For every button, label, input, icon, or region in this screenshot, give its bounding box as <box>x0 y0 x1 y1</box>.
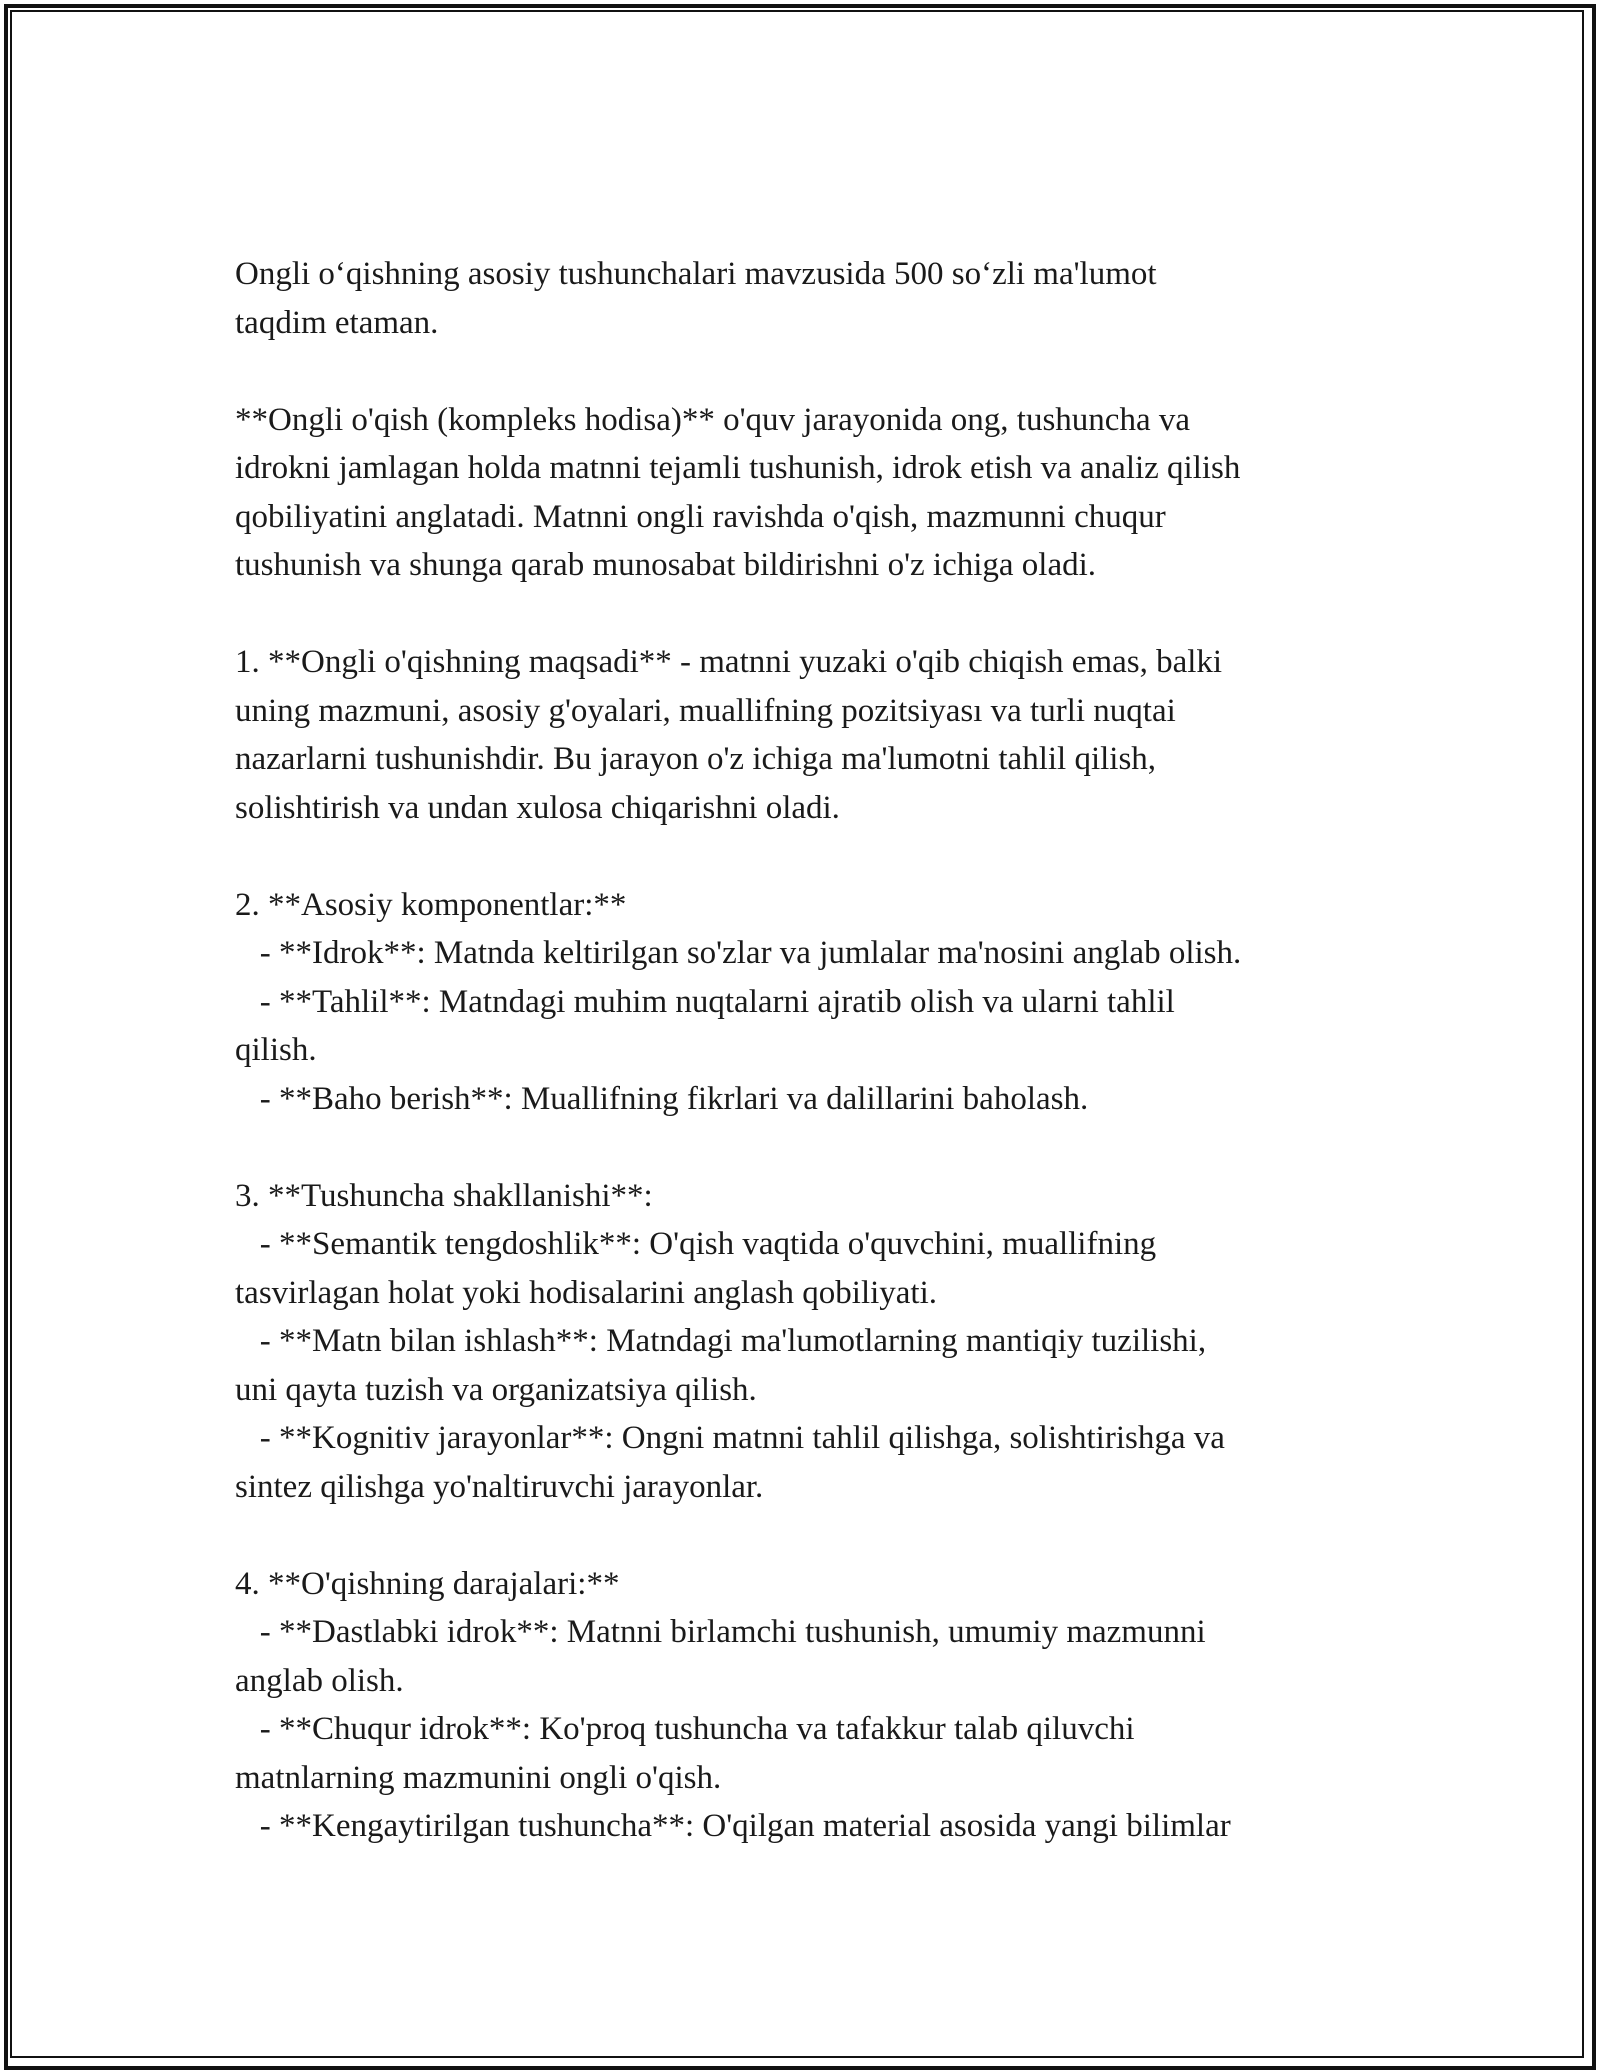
paragraph <box>235 881 1375 1124</box>
text-line: tushunish va shunga qarab munosabat bildirishni o'z ichiga oladi. <box>235 547 1097 583</box>
text-line: - **Dastlabki idrok**: Matnni birlamchi tushunish, umumiy mazmunni <box>235 1614 1206 1650</box>
text-line: 2. **Asosiy komponentlar:** <box>235 886 627 923</box>
text-line: - **Matn bilan ishlash**: Matndagi ma'lumotlarning mantiqiy tuzilishi, <box>235 1323 1207 1359</box>
text-line: qilish. <box>235 1032 317 1068</box>
text-line: - **Kognitiv jarayonlar**: Ongni matnni tahlil qilishga, solishtirishga va <box>235 1420 1225 1456</box>
text-line: idrokni jamlagan holda matnni tejamli tushunish, idrok etish va analiz qilish <box>235 450 1241 486</box>
paragraph <box>235 638 1375 832</box>
text-line: qobiliyatini anglatadi. Matnni ongli ravishda o'qish, mazmunni chuqur <box>235 498 1166 535</box>
text-line: 4. **O'qishning darajalari:** <box>235 1565 620 1602</box>
paragraph <box>235 250 1375 347</box>
paragraph <box>235 396 1375 590</box>
text-line: anglab olish. <box>235 1662 404 1699</box>
text-line: **Ongli o'qish (kompleks hodisa)** o'quv jarayonida ong, tushuncha va <box>235 401 1191 438</box>
text-line: - **Chuqur idrok**: Ko'proq tushuncha va tafakkur talab qiluvchi <box>235 1711 1135 1747</box>
text-line: uni qayta tuzish va organizatsiya qilish. <box>235 1371 757 1408</box>
text-line: - **Baho berish**: Muallifning fikrlari va dalillarini baholash. <box>235 1080 1089 1117</box>
paragraph <box>235 1172 1375 1512</box>
text-line: solishtirish va undan xulosa chiqarishni oladi. <box>235 789 840 826</box>
text-line: nazarlarni tushunishdir. Bu jarayon o'z ichiga ma'lumotni tahlil qilish, <box>235 741 1157 777</box>
text-line: - **Tahlil**: Matndagi muhim nuqtalarni ajratib olish va ularni tahlil <box>235 983 1175 1020</box>
text-line: 1. **Ongli o'qishning maqsadi** - matnni yuzaki o'qib chiqish emas, balki <box>235 644 1223 680</box>
text-line: matnlarning mazmunini ongli o'qish. <box>235 1759 722 1796</box>
text-line: 3. **Tushuncha shakllanishi**: <box>235 1177 653 1214</box>
document-body <box>235 250 1375 1899</box>
text-line: - **Semantik tengdoshlik**: O'qish vaqtida o'quvchini, muallifning <box>235 1226 1157 1262</box>
text-line: Ongli o‘qishning asosiy tushunchalari mavzusida 500 so‘zli ma'lumot <box>235 256 1157 292</box>
text-line: taqdim etaman. <box>235 304 439 341</box>
paragraph <box>235 1560 1375 1851</box>
text-line: - **Kengaytirilgan tushuncha**: O'qilgan material asosida yangi bilimlar <box>235 1808 1231 1844</box>
text-line: tasvirlagan holat yoki hodisalarini anglash qobiliyati. <box>235 1274 938 1311</box>
text-line: - **Idrok**: Matnda keltirilgan so'zlar va jumlalar ma'nosini anglab olish. <box>235 935 1242 971</box>
text-line: sintez qilishga yo'naltiruvchi jarayonlar. <box>235 1468 764 1505</box>
text-line: uning mazmuni, asosiy g'oyalari, muallifning pozitsiyası va turli nuqtai <box>235 692 1176 729</box>
